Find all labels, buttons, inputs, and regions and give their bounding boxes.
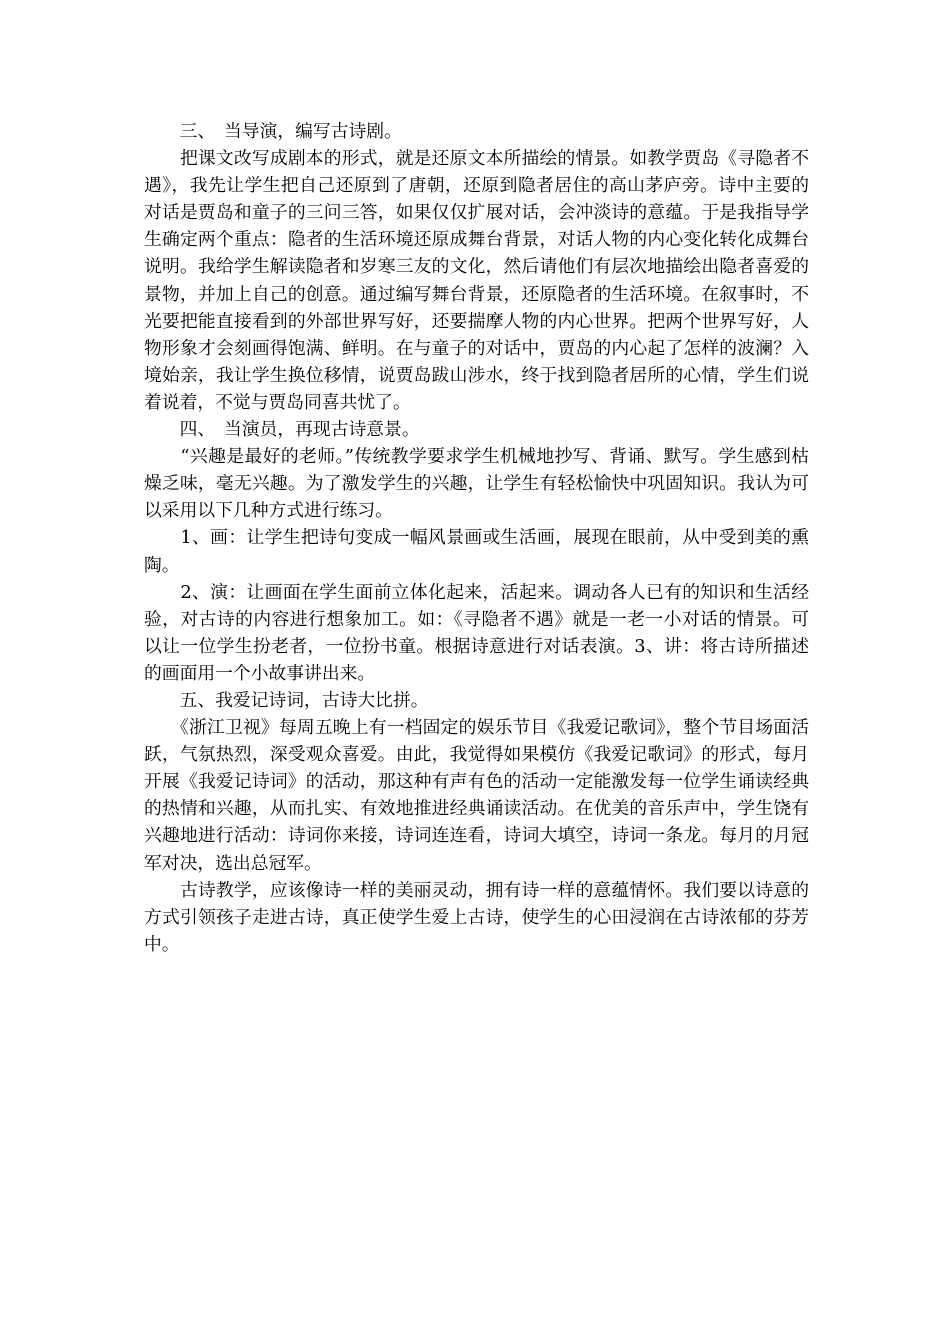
paragraph-method-act: 2、演：让画面在学生面前立体化起来，活起来。调动各人已有的知识和生活经验，对古诗的内容进行想象加工。如：《寻隐者不遇》就是一老一小对话的情景。可以让一位学生扮老者，一位扮书童。根据诗意进行对话表演。3、讲：将古诗所描述的画面用一个小故事讲出来。 xyxy=(144,581,809,684)
paragraph-interest: “兴趣是最好的老师。”传统教学要求学生机械地抄写、背诵、默写。学生感到枯燥乏味，毫无兴趣。为了激发学生的兴趣，让学生有轻松愉快中巩固知识。我认为可以采用以下几种方式进行练习。 xyxy=(144,446,809,522)
paragraph-conclusion: 古诗教学，应该像诗一样的美丽灵动，拥有诗一样的意蕴情怀。我们要以诗意的方式引领孩子走进古诗，真正使学生爱上古诗，使学生的心田浸润在古诗浓郁的芬芳中。 xyxy=(144,879,809,955)
document-body xyxy=(144,118,809,958)
paragraph-drama-writing: 把课文改写成剧本的形式，就是还原文本所描绘的情景。如教学贾岛《寻隐者不遇》，我先让学生把自己还原到了唐朝，还原到隐者居住的高山茅庐旁。诗中主要的对话是贾岛和童子的三问三答，如果仅仅扩展对话，会冲淡诗的意蕴。于是我指导学生确定两个重点：隐者的生活环境还原成舞台背景，对话人物的内心变化转化成舞台说明。我给学生解读隐者和岁寒三友的文化，然后请他们有层次地描绘出隐者喜爱的景物，并加上自己的创意。通过编写舞台背景，还原隐者的生活环境。在叙事时，不光要把能直接看到的外部世界写好，还要揣摩人物的内心世界。把两个世界写好，人物形象才会刻画得饱满、鲜明。在与童子的对话中，贾岛的内心起了怎样的波澜？入境始亲，我让学生换位移情，说贾岛跋山涉水，终于找到隐者居所的心情，学生们说着说着，不觉与贾岛同喜共忧了。 xyxy=(144,148,809,413)
paragraph-method-draw: 1、画：让学生把诗句变成一幅风景画或生活画，展现在眼前，从中受到美的熏陶。 xyxy=(144,527,809,576)
section-heading-3: 三、 当导演，编写古诗剧。 xyxy=(144,121,402,142)
paragraph-poetry-contest: 《浙江卫视》每周五晚上有一档固定的娱乐节目《我爱记歌词》，整个节目场面活跃，气氛热烈，深受观众喜爱。由此，我觉得如果模仿《我爱记歌词》的形式，每月开展《我爱记诗词》的活动，那这种有声有色的活动一定能激发每一位学生诵读经典的热情和兴趣，从而扎实、有效地推进经典诵读活动。在优美的音乐声中，学生饶有兴趣地进行活动：诗词你来接，诗词连连看，诗词大填空，诗词一条龙。每月的月冠军对决，选出总冠军。 xyxy=(144,717,809,874)
section-heading-4: 四、 当演员，再现古诗意景。 xyxy=(144,419,420,441)
section-heading-5: 五、我爱记诗词，古诗大比拼。 xyxy=(144,689,429,711)
